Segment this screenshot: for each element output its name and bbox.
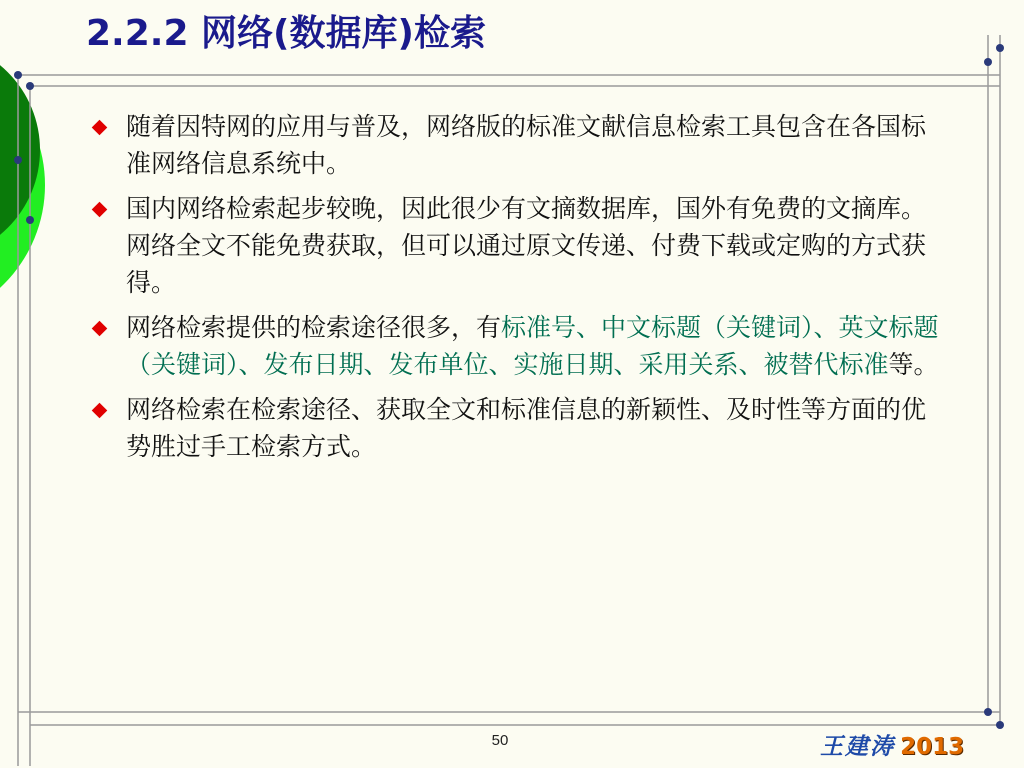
bullet-text-end: 等。 — [888, 350, 939, 379]
deco-dot — [14, 71, 22, 79]
diamond-bullet-icon — [92, 321, 108, 337]
deco-dot — [996, 721, 1004, 729]
bullet-text: 国内网络检索起步较晚，因此很少有文摘数据库，国外有免费的文摘库。网络全文不能免费获取，但可以通过原文传递、付费下载或定购的方式获得。 — [126, 194, 927, 297]
bullet-text: 网络检索在检索途径、获取全文和标准信息的新颖性、及时性等方面的优势胜过手工检索方式。 — [126, 395, 927, 461]
slide-title: 2.2.2 网络(数据库)检索 — [86, 13, 486, 54]
diamond-bullet-icon — [92, 403, 108, 419]
deco-dot — [14, 156, 22, 164]
bullet-text: 网络检索提供的检索途径很多，有 — [126, 313, 502, 342]
signature-name: 王建涛 — [820, 734, 895, 760]
signature-year: 2013 — [900, 734, 965, 760]
bullet-item — [90, 108, 950, 182]
page-number: 50 — [491, 732, 509, 749]
author-signature — [820, 728, 964, 761]
bullet-list — [90, 108, 950, 473]
deco-dot — [996, 44, 1004, 52]
bullet-item — [90, 309, 950, 383]
deco-dot — [26, 82, 34, 90]
diamond-bullet-icon — [92, 202, 108, 218]
bullet-item — [90, 391, 950, 465]
decorative-circles — [0, 40, 45, 325]
deco-dot — [984, 708, 992, 716]
deco-dot — [26, 216, 34, 224]
bullet-text: 随着因特网的应用与普及，网络版的标准文献信息检索工具包含在各国标准网络信息系统中。 — [126, 112, 927, 178]
deco-dot — [984, 58, 992, 66]
highlighted-search-fields: 标准号、中文标题（关键词）、英文标题（关键词）、发布日期、发布单位、实施日期、采用关系、被替代标准 — [126, 313, 939, 379]
bullet-item — [90, 190, 950, 301]
diamond-bullet-icon — [92, 120, 108, 136]
